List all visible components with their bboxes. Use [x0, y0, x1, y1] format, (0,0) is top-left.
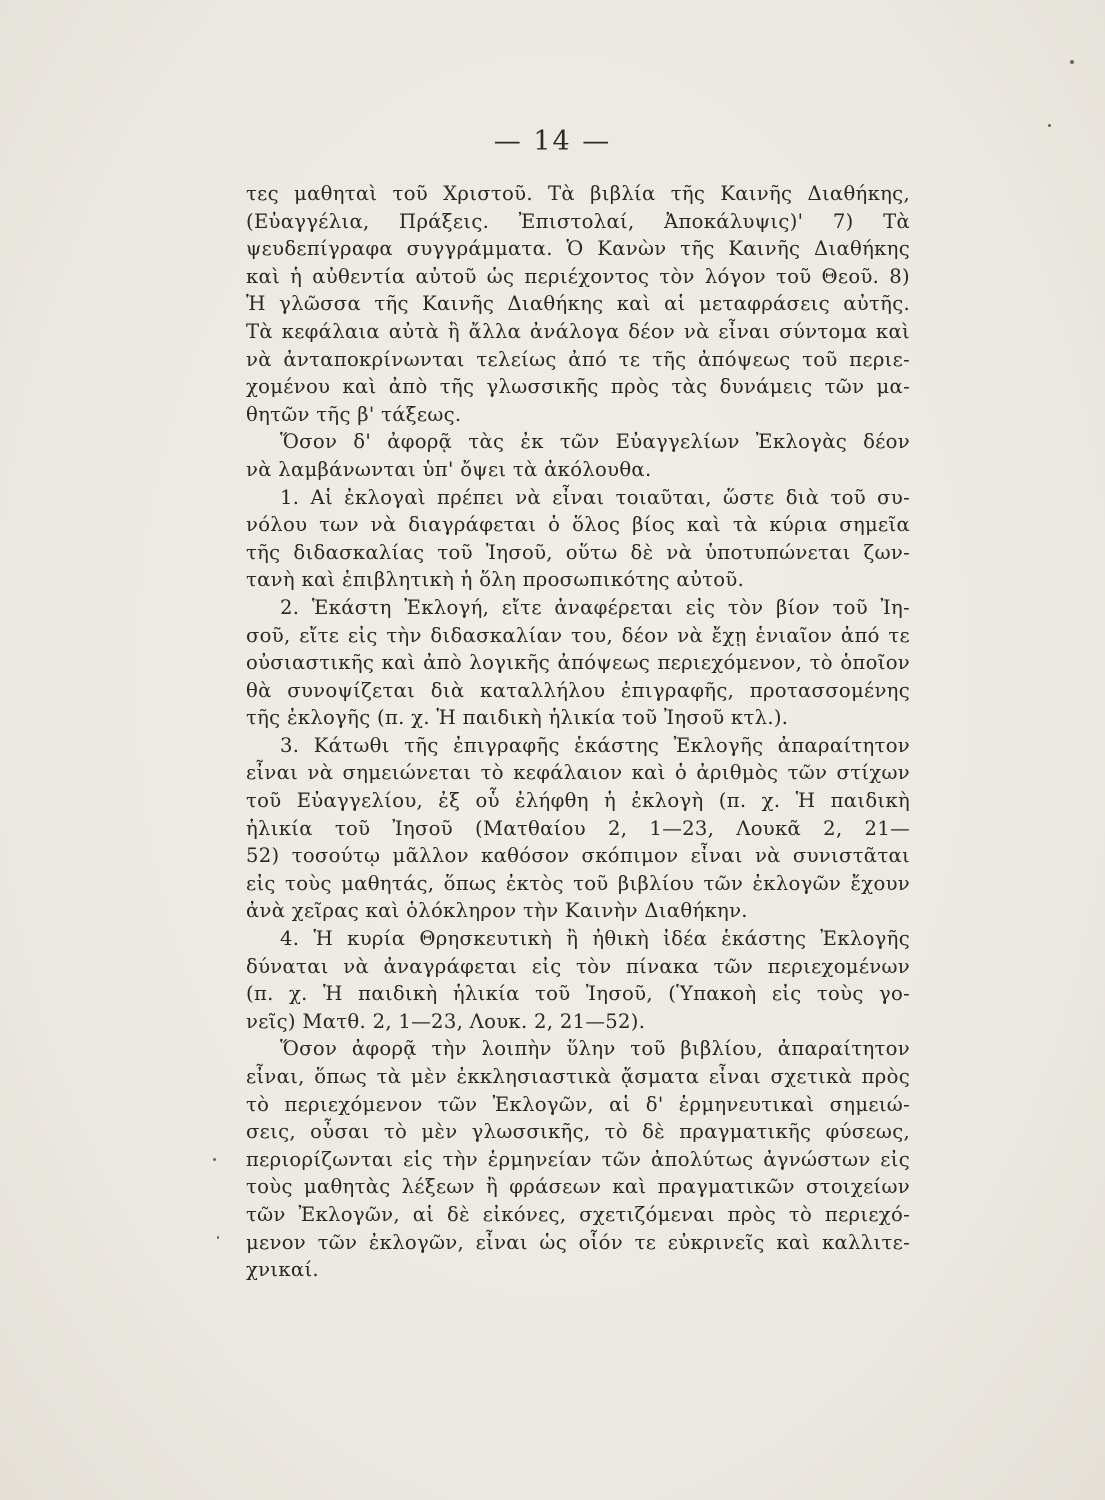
text-line: χομένου καὶ ἀπὸ τῆς γλωσσικῆς πρὸς τὰς δυνάμεις τῶν μα- — [246, 375, 910, 399]
text-line: 52) τοσούτῳ μᾶλλον καθόσον σκόπιμον εἶναι νὰ συνιστᾶται — [246, 844, 910, 868]
paper-speck — [213, 1158, 216, 1161]
text-line: (π. χ. Ἡ παιδικὴ ἡλικία τοῦ Ἰησοῦ, (Ὑπακοὴ εἰς τοὺς γο- — [246, 982, 910, 1006]
paper-speck — [1048, 124, 1051, 127]
text-line: χνικαί. — [246, 1258, 319, 1282]
text-line: 3. Κάτωθι τῆς ἐπιγραφῆς ἑκάστης Ἐκλογῆς ἀπαραίτητον — [280, 733, 910, 757]
text-line: 2. Ἑκάστη Ἐκλογή, εἴτε ἀναφέρεται εἰς τὸν βίον τοῦ Ἰη- — [280, 595, 910, 619]
text-line: τες μαθηταὶ τοῦ Χριστοῦ. Τὰ βιβλία τῆς Καινῆς Διαθήκης, — [246, 182, 910, 205]
text-line: δύναται νὰ ἀναγράφεται εἰς τὸν πίνακα τῶν περιεχομένων — [246, 954, 910, 978]
body-text — [246, 180, 910, 1284]
text-line: περιορίζωνται εἰς τὴν ἑρμηνείαν τῶν ἀπολύτως ἀγνώστων εἰς — [246, 1147, 910, 1171]
text-line: νὰ λαμβάνωνται ὑπ' ὄψει τὰ ἀκόλουθα. — [246, 457, 652, 481]
text-line: ψευδεπίγραφα συγγράμματα. Ὁ Κανὼν τῆς Καινῆς Διαθήκης — [246, 237, 910, 261]
text-line: τῆς ἐκλογῆς (π. χ. Ἡ παιδικὴ ἡλικία τοῦ Ἰησοῦ κτλ.). — [246, 706, 789, 730]
text-line: σεις, οὖσαι τὸ μὲν γλωσσικῆς, τὸ δὲ πραγματικῆς φύσεως, — [246, 1120, 910, 1144]
text-line: θητῶν τῆς β' τάξεως. — [246, 402, 462, 426]
paper-speck — [217, 1236, 219, 1239]
text-line: σοῦ, εἴτε εἰς τὴν διδασκαλίαν του, δέον νὰ ἔχῃ ἑνιαῖον ἀπό τε — [246, 623, 910, 647]
text-line: τανὴ καὶ ἐπιβλητικὴ ἡ ὅλη προσωπικότης αὐτοῦ. — [246, 568, 745, 592]
text-line: νόλου των νὰ διαγράφεται ὁ ὅλος βίος καὶ τὰ κύρια σημεῖα — [246, 513, 910, 537]
text-line: Ὅσον ἀφορᾷ τὴν λοιπὴν ὕλην τοῦ βιβλίου, ἀπαραίτητον — [280, 1037, 910, 1061]
text-line: νὰ ἀνταποκρίνωνται τελείως ἀπό τε τῆς ἀπόψεως τοῦ περιε- — [246, 347, 910, 371]
text-line: ἡλικία τοῦ Ἰησοῦ (Ματθαίου 2, 1—23, Λουκᾶ 2, 21— — [246, 816, 910, 840]
text-line: (Εὐαγγέλια, Πράξεις. Ἐπιστολαί, Ἀποκάλυψις)' 7) Τὰ — [246, 209, 910, 233]
text-line: τοῦ Εὐαγγελίου, ἐξ οὗ ἐλήφθη ἡ ἐκλογὴ (π. χ. Ἡ παιδικὴ — [246, 789, 910, 813]
text-line: εἶναι, ὅπως τὰ μὲν ἐκκλησιαστικὰ ᾄσματα εἶναι σχετικὰ πρὸς — [246, 1065, 910, 1088]
text-line: Ὅσον δ' ἀφορᾷ τὰς ἐκ τῶν Εὐαγγελίων Ἐκλογὰς δέον — [280, 430, 910, 454]
text-line: εἶναι νὰ σημειώνεται τὸ κεφάλαιον καὶ ὁ ἀριθμὸς τῶν στίχων — [246, 761, 910, 785]
text-line: τοὺς μαθητὰς λέξεων ἢ φράσεων καὶ πραγματικῶν στοιχείων — [246, 1175, 910, 1199]
text-line: μενον τῶν ἐκλογῶν, εἶναι ὡς οἷόν τε εὐκρινεῖς καὶ καλλιτε- — [246, 1230, 910, 1254]
text-line: 4. Ἡ κυρία Θρησκευτικὴ ἢ ἠθικὴ ἰδέα ἑκάστης Ἐκλογῆς — [280, 927, 910, 951]
text-line: τῶν Ἐκλογῶν, αἱ δὲ εἰκόνες, σχετιζόμεναι πρὸς τὸ περιεχό- — [246, 1202, 910, 1226]
text-line: τῆς διδασκαλίας τοῦ Ἰησοῦ, οὕτω δὲ νὰ ὑποτυπώνεται ζων- — [246, 540, 910, 564]
text-line: καὶ ἡ αὐθεντία αὐτοῦ ὡς περιέχοντος τὸν λόγον τοῦ Θεοῦ. 8) — [246, 264, 910, 288]
page-number: — 14 — — [493, 126, 612, 157]
text-line: Τὰ κεφάλαια αὐτὰ ἢ ἄλλα ἀνάλογα δέον νὰ εἶναι σύντομα καὶ — [246, 319, 910, 343]
text-line: θὰ συνοψίζεται διὰ καταλλήλου ἐπιγραφῆς, προτασσομένης — [246, 678, 910, 702]
text-line: Ἡ γλῶσσα τῆς Καινῆς Διαθήκης καὶ αἱ μεταφράσεις αὐτῆς. — [246, 292, 910, 316]
paper-speck — [1070, 60, 1074, 64]
text-line: εἰς τοὺς μαθητάς, ὅπως ἐκτὸς τοῦ βιβλίου τῶν ἐκλογῶν ἔχουν — [246, 871, 910, 895]
text-line: 1. Αἱ ἐκλογαὶ πρέπει νὰ εἶναι τοιαῦται, ὥστε διὰ τοῦ συ- — [280, 485, 910, 509]
text-line: ἀνὰ χεῖρας καὶ ὁλόκληρον τὴν Καινὴν Διαθήκην. — [246, 899, 748, 923]
text-line: οὐσιαστικῆς καὶ ἀπὸ λογικῆς ἀπόψεως περιεχόμενον, τὸ ὁποῖον — [246, 651, 910, 675]
text-line: τὸ περιεχόμενον τῶν Ἐκλογῶν, αἱ δ' ἑρμηνευτικαὶ σημειώ- — [246, 1092, 910, 1116]
text-line: νεῖς) Ματθ. 2, 1—23, Λουκ. 2, 21—52). — [246, 1009, 646, 1033]
